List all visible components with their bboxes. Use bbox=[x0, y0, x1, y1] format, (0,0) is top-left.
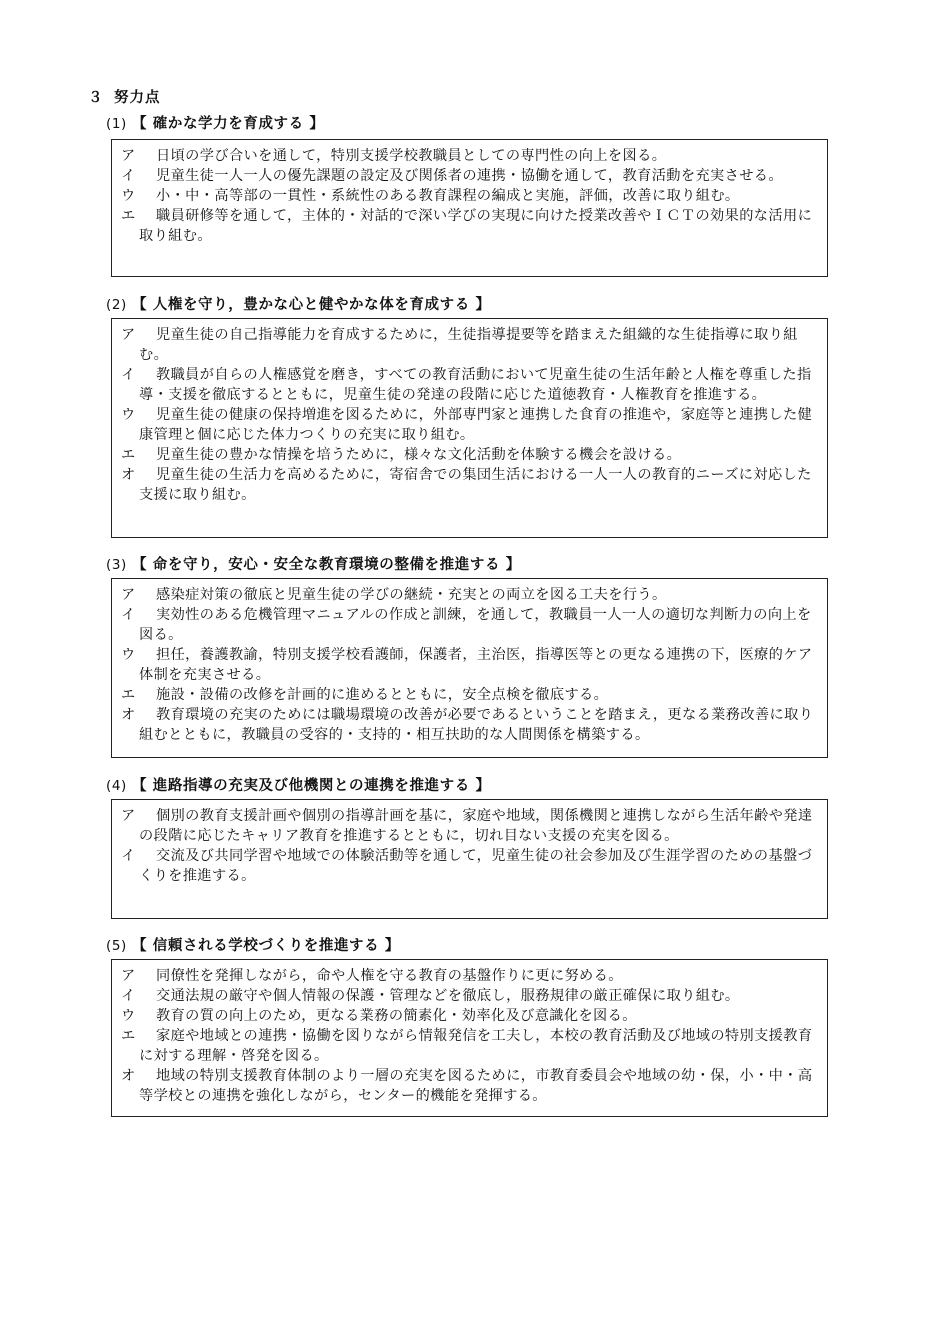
section-4-title-text: 【 進路指導の充実及び他機関との連携を推進する 】 bbox=[132, 778, 491, 794]
item-label: ア bbox=[121, 968, 136, 984]
section-3-title-text: 【 命を守り，安心・安全な教育環境の整備を推進する 】 bbox=[132, 557, 521, 573]
item-label: オ bbox=[121, 467, 136, 483]
section-3-box bbox=[111, 578, 828, 758]
item-label: エ bbox=[121, 447, 136, 463]
item-text: 児童生徒の自己指導能力を育成するために，生徒指導提要等を踏まえた組織的な生徒指導に取り組む。 bbox=[139, 327, 798, 363]
list-item bbox=[121, 325, 819, 365]
list-item bbox=[121, 1066, 819, 1106]
section-5-title bbox=[106, 934, 400, 955]
item-label: イ bbox=[121, 607, 136, 623]
item-text: 個別の教育支援計画や個別の指導計画を基に，家庭や地域，関係機関と連携しながら生活年齢や発達の段階に応じたキャリア教育を推進するとともに，切れ目ない支援の充実を図る。 bbox=[139, 808, 813, 844]
list-item bbox=[121, 585, 819, 605]
item-label: エ bbox=[121, 208, 136, 224]
item-text: 施設・設備の改修を計画的に進めるとともに，安全点検を徹底する。 bbox=[156, 687, 609, 703]
list-item bbox=[121, 605, 819, 645]
item-label: イ bbox=[121, 168, 136, 184]
section-5-title-text: 【 信頼される学校づくりを推進する 】 bbox=[132, 938, 400, 954]
item-text: 児童生徒の豊かな情操を培うために，様々な文化活動を体験する機会を設ける。 bbox=[156, 447, 682, 463]
heading-number: ３ bbox=[88, 90, 104, 106]
list-item bbox=[121, 966, 819, 986]
section-3-title bbox=[106, 553, 521, 574]
section-5-number: (5) bbox=[106, 938, 127, 954]
item-text: 職員研修等を通して，主体的・対話的で深い学びの実現に向けた授業改善やＩＣＴの効果的な活用に取り組む。 bbox=[139, 208, 813, 244]
item-text: 実効性のある危機管理マニュアルの作成と訓練，を通して，教職員一人一人の適切な判断力の向上を図る。 bbox=[139, 607, 812, 643]
list-item bbox=[121, 186, 819, 206]
list-item bbox=[121, 166, 819, 186]
item-label: ウ bbox=[121, 407, 136, 423]
section-heading bbox=[88, 86, 161, 107]
section-3-number: (3) bbox=[106, 557, 127, 573]
section-4-number: (4) bbox=[106, 778, 127, 794]
item-text: 交流及び共同学習や地域での体験活動等を通して，児童生徒の社会参加及び生涯学習のための基盤づくりを推進する。 bbox=[139, 848, 813, 884]
item-text: 児童生徒の生活力を高めるために，寄宿舎での集団生活における一人一人の教育的ニーズに対応した支援に取り組む。 bbox=[139, 467, 812, 503]
item-text: 教職員が自らの人権感覚を磨き，すべての教育活動において児童生徒の生活年齢と人権を尊重した指導・支援を徹底するとともに，児童生徒の発達の段階に応じた道徳教育・人権教育を推進する。 bbox=[139, 367, 812, 403]
list-item bbox=[121, 846, 819, 886]
list-item bbox=[121, 365, 819, 405]
item-label: イ bbox=[121, 988, 136, 1004]
item-label: イ bbox=[121, 367, 136, 383]
section-2-box bbox=[111, 318, 828, 538]
list-item bbox=[121, 685, 819, 705]
section-1-box bbox=[111, 139, 828, 277]
list-item bbox=[121, 405, 819, 445]
list-item bbox=[121, 465, 819, 505]
item-label: オ bbox=[121, 1068, 136, 1084]
item-text: 教育環境の充実のためには職場環境の改善が必要であるということを踏まえ，更なる業務改善に取り組むとともに，教職員の受容的・支持的・相互扶助的な人間関係を構築する。 bbox=[139, 707, 814, 743]
list-item bbox=[121, 206, 819, 246]
list-item bbox=[121, 1006, 819, 1026]
list-item bbox=[121, 445, 819, 465]
section-1-number: (1) bbox=[106, 116, 127, 132]
section-4-box bbox=[111, 799, 828, 919]
item-label: オ bbox=[121, 707, 136, 723]
list-item bbox=[121, 705, 819, 745]
heading-title: 努力点 bbox=[114, 90, 161, 106]
section-4-title bbox=[106, 774, 491, 795]
item-label: イ bbox=[121, 848, 136, 864]
section-2-title-text: 【 人権を守り，豊かな心と健やかな体を育成する 】 bbox=[132, 297, 491, 313]
section-1-title-text: 【 確かな学力を育成する 】 bbox=[132, 116, 325, 132]
item-text: 小・中・高等部の一貫性・系統性のある教育課程の編成と実施，評価，改善に取り組む。 bbox=[156, 188, 740, 204]
item-label: ア bbox=[121, 808, 136, 824]
item-text: 日頃の学び合いを通して，特別支援学校教職員としての専門性の向上を図る。 bbox=[156, 148, 667, 164]
item-text: 家庭や地域との連携・協働を図りながら情報発信を工夫し，本校の教育活動及び地域の特別支援教育に対する理解・啓発を図る。 bbox=[139, 1028, 813, 1064]
item-label: ウ bbox=[121, 647, 136, 663]
item-text: 教育の質の向上のため，更なる業務の簡素化・効率化及び意識化を図る。 bbox=[156, 1008, 637, 1024]
item-text: 同僚性を発揮しながら，命や人権を守る教育の基盤作りに更に努める。 bbox=[156, 968, 623, 984]
list-item bbox=[121, 146, 819, 166]
item-text: 担任，養護教諭，特別支援学校看護師，保護者，主治医，指導医等との更なる連携の下，医療的ケア体制を充実させる。 bbox=[139, 647, 813, 683]
item-text: 地域の特別支援教育体制のより一層の充実を図るために，市教育委員会や地域の幼・保，小・中・高等学校との連携を強化しながら，センター的機能を発揮する。 bbox=[139, 1068, 813, 1104]
item-label: ア bbox=[121, 327, 136, 343]
section-2-title bbox=[106, 293, 491, 314]
item-label: ア bbox=[121, 148, 136, 164]
item-label: エ bbox=[121, 687, 136, 703]
list-item bbox=[121, 645, 819, 685]
item-text: 交通法規の厳守や個人情報の保護・管理などを徹底し，服務規律の厳正確保に取り組む。 bbox=[156, 988, 740, 1004]
item-label: ウ bbox=[121, 1008, 136, 1024]
list-item bbox=[121, 1026, 819, 1066]
item-text: 児童生徒一人一人の優先課題の設定及び関係者の連携・協働を通して，教育活動を充実させる。 bbox=[156, 168, 783, 184]
list-item bbox=[121, 806, 819, 846]
list-item bbox=[121, 986, 819, 1006]
item-text: 感染症対策の徹底と児童生徒の学びの継続・充実との両立を図る工夫を行う。 bbox=[156, 587, 667, 603]
section-5-box bbox=[111, 959, 828, 1117]
item-label: ウ bbox=[121, 188, 136, 204]
item-label: ア bbox=[121, 587, 136, 603]
section-2-number: (2) bbox=[106, 297, 127, 313]
section-1-title bbox=[106, 112, 325, 133]
item-label: エ bbox=[121, 1028, 136, 1044]
item-text: 児童生徒の健康の保持増進を図るために，外部専門家と連携した食育の推進や，家庭等と連携した健康管理と個に応じた体力つくりの充実に取り組む。 bbox=[139, 407, 813, 443]
